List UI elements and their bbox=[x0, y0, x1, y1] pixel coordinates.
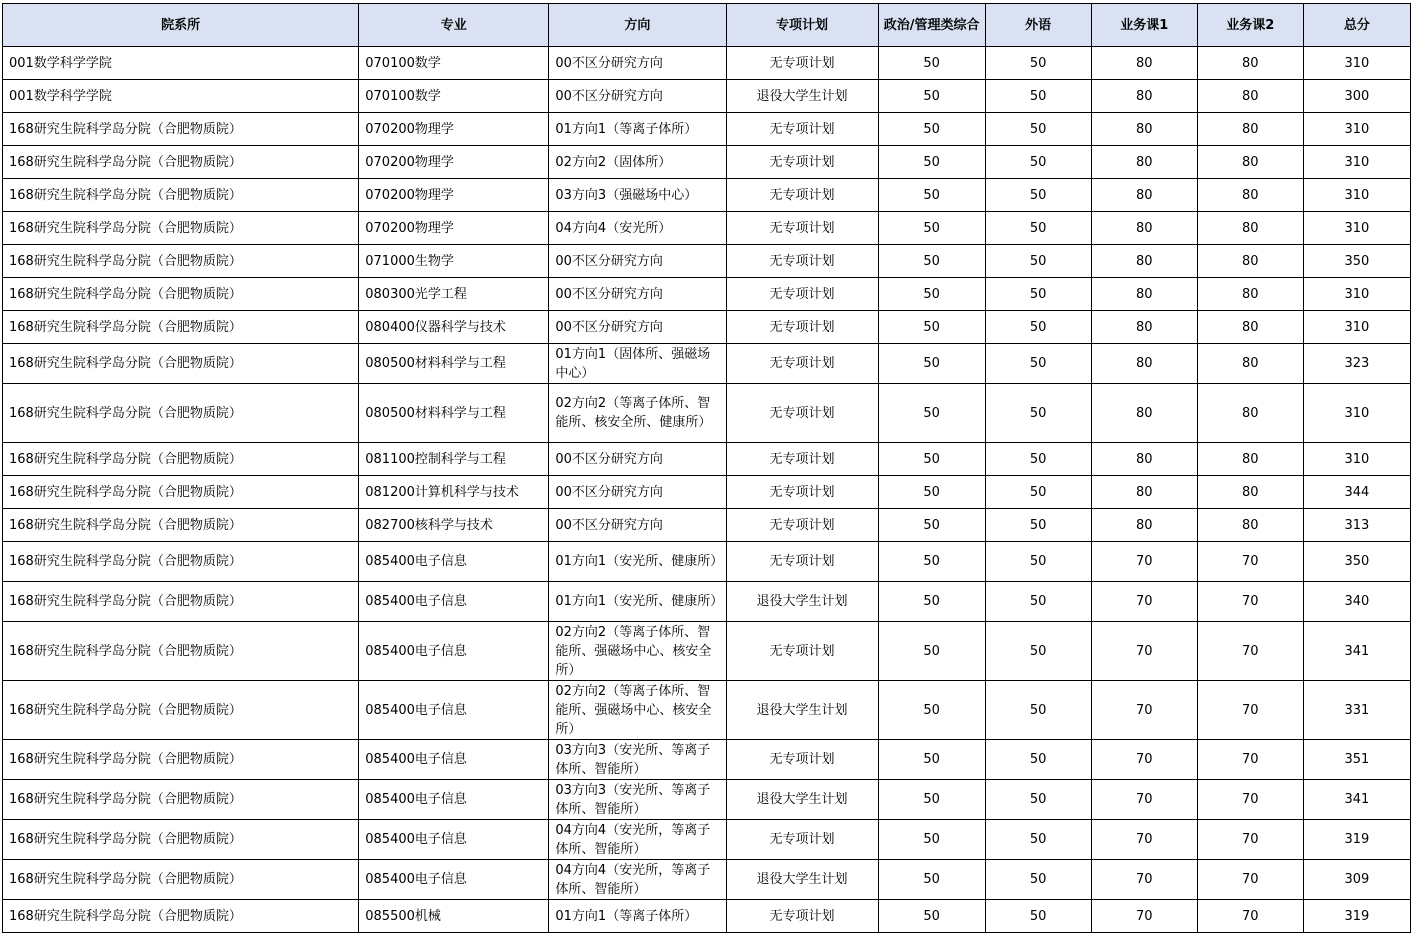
cell-plan: 无专项计划 bbox=[726, 900, 878, 933]
cell-foreign-language-score: 50 bbox=[985, 582, 1091, 622]
cell-course1-score: 80 bbox=[1091, 509, 1197, 542]
cell-foreign-language-score: 50 bbox=[985, 542, 1091, 582]
score-line-table bbox=[2, 3, 1411, 933]
cell-course2-score: 70 bbox=[1197, 900, 1303, 933]
cell-major: 085400电子信息 bbox=[359, 860, 549, 900]
cell-dept: 001数学科学学院 bbox=[3, 80, 359, 113]
cell-foreign-language-score: 50 bbox=[985, 509, 1091, 542]
cell-foreign-language-score: 50 bbox=[985, 113, 1091, 146]
cell-politics-score: 50 bbox=[878, 542, 985, 582]
cell-politics-score: 50 bbox=[878, 443, 985, 476]
cell-total-score: 310 bbox=[1303, 212, 1410, 245]
cell-dept: 001数学科学学院 bbox=[3, 47, 359, 80]
cell-foreign-language-score: 50 bbox=[985, 179, 1091, 212]
cell-course2-score: 80 bbox=[1197, 212, 1303, 245]
cell-politics-score: 50 bbox=[878, 740, 985, 780]
cell-politics-score: 50 bbox=[878, 820, 985, 860]
cell-direction: 00不区分研究方向 bbox=[549, 443, 726, 476]
cell-course1-score: 70 bbox=[1091, 681, 1197, 740]
cell-major: 085400电子信息 bbox=[359, 780, 549, 820]
table-row bbox=[3, 820, 1411, 860]
cell-politics-score: 50 bbox=[878, 212, 985, 245]
cell-major: 070200物理学 bbox=[359, 146, 549, 179]
table-row bbox=[3, 146, 1411, 179]
cell-direction: 01方向1（安光所、健康所） bbox=[549, 582, 726, 622]
cell-major: 070100数学 bbox=[359, 47, 549, 80]
table-row bbox=[3, 179, 1411, 212]
cell-major: 085500机械 bbox=[359, 900, 549, 933]
column-header-plan: 专项计划 bbox=[726, 4, 878, 47]
table-row bbox=[3, 443, 1411, 476]
cell-direction: 02方向2（等离子体所、智能所、强磁场中心、核安全所） bbox=[549, 681, 726, 740]
cell-plan: 退役大学生计划 bbox=[726, 780, 878, 820]
column-header-major: 专业 bbox=[359, 4, 549, 47]
cell-direction: 04方向4（安光所） bbox=[549, 212, 726, 245]
cell-major: 085400电子信息 bbox=[359, 582, 549, 622]
cell-politics-score: 50 bbox=[878, 780, 985, 820]
cell-politics-score: 50 bbox=[878, 179, 985, 212]
cell-course1-score: 70 bbox=[1091, 900, 1197, 933]
cell-direction: 00不区分研究方向 bbox=[549, 80, 726, 113]
cell-total-score: 310 bbox=[1303, 47, 1410, 80]
cell-course1-score: 80 bbox=[1091, 344, 1197, 384]
cell-course1-score: 80 bbox=[1091, 47, 1197, 80]
cell-politics-score: 50 bbox=[878, 113, 985, 146]
cell-direction: 03方向3（强磁场中心） bbox=[549, 179, 726, 212]
table-row bbox=[3, 278, 1411, 311]
cell-course1-score: 80 bbox=[1091, 113, 1197, 146]
cell-plan: 无专项计划 bbox=[726, 278, 878, 311]
cell-politics-score: 50 bbox=[878, 900, 985, 933]
cell-direction: 04方向4（安光所，等离子体所、智能所） bbox=[549, 860, 726, 900]
cell-foreign-language-score: 50 bbox=[985, 860, 1091, 900]
cell-total-score: 341 bbox=[1303, 780, 1410, 820]
cell-politics-score: 50 bbox=[878, 384, 985, 443]
table-row bbox=[3, 47, 1411, 80]
cell-plan: 无专项计划 bbox=[726, 542, 878, 582]
table-row bbox=[3, 860, 1411, 900]
cell-total-score: 310 bbox=[1303, 443, 1410, 476]
cell-course2-score: 80 bbox=[1197, 443, 1303, 476]
cell-dept: 168研究生院科学岛分院（合肥物质院） bbox=[3, 476, 359, 509]
table-row bbox=[3, 212, 1411, 245]
cell-course1-score: 80 bbox=[1091, 443, 1197, 476]
cell-dept: 168研究生院科学岛分院（合肥物质院） bbox=[3, 622, 359, 681]
cell-course1-score: 80 bbox=[1091, 179, 1197, 212]
cell-plan: 无专项计划 bbox=[726, 113, 878, 146]
cell-politics-score: 50 bbox=[878, 47, 985, 80]
cell-politics-score: 50 bbox=[878, 146, 985, 179]
cell-total-score: 310 bbox=[1303, 384, 1410, 443]
table-row bbox=[3, 245, 1411, 278]
cell-course2-score: 80 bbox=[1197, 146, 1303, 179]
cell-dept: 168研究生院科学岛分院（合肥物质院） bbox=[3, 384, 359, 443]
cell-major: 070200物理学 bbox=[359, 113, 549, 146]
cell-plan: 无专项计划 bbox=[726, 344, 878, 384]
table-row bbox=[3, 681, 1411, 740]
cell-dept: 168研究生院科学岛分院（合肥物质院） bbox=[3, 113, 359, 146]
cell-dept: 168研究生院科学岛分院（合肥物质院） bbox=[3, 278, 359, 311]
cell-course2-score: 70 bbox=[1197, 542, 1303, 582]
cell-major: 085400电子信息 bbox=[359, 622, 549, 681]
cell-politics-score: 50 bbox=[878, 80, 985, 113]
cell-foreign-language-score: 50 bbox=[985, 146, 1091, 179]
cell-course1-score: 80 bbox=[1091, 278, 1197, 311]
cell-course2-score: 80 bbox=[1197, 47, 1303, 80]
column-header-dept: 院系所 bbox=[3, 4, 359, 47]
table-row bbox=[3, 344, 1411, 384]
cell-course2-score: 80 bbox=[1197, 509, 1303, 542]
table-row bbox=[3, 542, 1411, 582]
cell-dept: 168研究生院科学岛分院（合肥物质院） bbox=[3, 780, 359, 820]
cell-foreign-language-score: 50 bbox=[985, 80, 1091, 113]
cell-dept: 168研究生院科学岛分院（合肥物质院） bbox=[3, 146, 359, 179]
cell-foreign-language-score: 50 bbox=[985, 278, 1091, 311]
cell-dept: 168研究生院科学岛分院（合肥物质院） bbox=[3, 311, 359, 344]
cell-major: 080300光学工程 bbox=[359, 278, 549, 311]
table-header-row bbox=[3, 4, 1411, 47]
cell-course1-score: 80 bbox=[1091, 212, 1197, 245]
cell-foreign-language-score: 50 bbox=[985, 443, 1091, 476]
cell-course1-score: 70 bbox=[1091, 582, 1197, 622]
column-header-course2: 业务课2 bbox=[1197, 4, 1303, 47]
cell-course2-score: 80 bbox=[1197, 113, 1303, 146]
cell-plan: 无专项计划 bbox=[726, 622, 878, 681]
cell-total-score: 309 bbox=[1303, 860, 1410, 900]
cell-course1-score: 80 bbox=[1091, 146, 1197, 179]
cell-major: 070200物理学 bbox=[359, 212, 549, 245]
cell-direction: 02方向2（固体所） bbox=[549, 146, 726, 179]
cell-total-score: 310 bbox=[1303, 146, 1410, 179]
cell-plan: 无专项计划 bbox=[726, 476, 878, 509]
cell-course2-score: 70 bbox=[1197, 860, 1303, 900]
cell-course2-score: 80 bbox=[1197, 344, 1303, 384]
cell-course2-score: 70 bbox=[1197, 582, 1303, 622]
cell-course2-score: 80 bbox=[1197, 476, 1303, 509]
cell-dept: 168研究生院科学岛分院（合肥物质院） bbox=[3, 542, 359, 582]
cell-plan: 退役大学生计划 bbox=[726, 860, 878, 900]
cell-course2-score: 70 bbox=[1197, 820, 1303, 860]
cell-course2-score: 80 bbox=[1197, 384, 1303, 443]
table-row bbox=[3, 780, 1411, 820]
table-row bbox=[3, 740, 1411, 780]
cell-plan: 退役大学生计划 bbox=[726, 80, 878, 113]
cell-foreign-language-score: 50 bbox=[985, 780, 1091, 820]
table-row bbox=[3, 311, 1411, 344]
cell-foreign-language-score: 50 bbox=[985, 622, 1091, 681]
cell-plan: 无专项计划 bbox=[726, 443, 878, 476]
cell-foreign-language-score: 50 bbox=[985, 476, 1091, 509]
cell-direction: 00不区分研究方向 bbox=[549, 476, 726, 509]
cell-course1-score: 70 bbox=[1091, 820, 1197, 860]
cell-course1-score: 70 bbox=[1091, 740, 1197, 780]
cell-major: 070100数学 bbox=[359, 80, 549, 113]
cell-major: 080500材料科学与工程 bbox=[359, 384, 549, 443]
table-row bbox=[3, 80, 1411, 113]
cell-major: 085400电子信息 bbox=[359, 681, 549, 740]
cell-plan: 无专项计划 bbox=[726, 47, 878, 80]
cell-course2-score: 70 bbox=[1197, 622, 1303, 681]
cell-total-score: 310 bbox=[1303, 179, 1410, 212]
cell-dept: 168研究生院科学岛分院（合肥物质院） bbox=[3, 344, 359, 384]
cell-politics-score: 50 bbox=[878, 278, 985, 311]
cell-course2-score: 80 bbox=[1197, 311, 1303, 344]
cell-dept: 168研究生院科学岛分院（合肥物质院） bbox=[3, 212, 359, 245]
cell-total-score: 350 bbox=[1303, 245, 1410, 278]
cell-direction: 01方向1（等离子体所） bbox=[549, 900, 726, 933]
cell-plan: 无专项计划 bbox=[726, 820, 878, 860]
cell-foreign-language-score: 50 bbox=[985, 344, 1091, 384]
cell-major: 085400电子信息 bbox=[359, 740, 549, 780]
cell-course1-score: 80 bbox=[1091, 384, 1197, 443]
cell-foreign-language-score: 50 bbox=[985, 820, 1091, 860]
cell-course2-score: 80 bbox=[1197, 278, 1303, 311]
cell-direction: 00不区分研究方向 bbox=[549, 311, 726, 344]
cell-plan: 无专项计划 bbox=[726, 212, 878, 245]
cell-major: 080400仪器科学与技术 bbox=[359, 311, 549, 344]
cell-politics-score: 50 bbox=[878, 476, 985, 509]
cell-dept: 168研究生院科学岛分院（合肥物质院） bbox=[3, 820, 359, 860]
cell-total-score: 331 bbox=[1303, 681, 1410, 740]
cell-direction: 00不区分研究方向 bbox=[549, 47, 726, 80]
column-header-direction: 方向 bbox=[549, 4, 726, 47]
cell-plan: 无专项计划 bbox=[726, 384, 878, 443]
cell-foreign-language-score: 50 bbox=[985, 681, 1091, 740]
cell-dept: 168研究生院科学岛分院（合肥物质院） bbox=[3, 582, 359, 622]
column-header-total: 总分 bbox=[1303, 4, 1410, 47]
cell-dept: 168研究生院科学岛分院（合肥物质院） bbox=[3, 443, 359, 476]
cell-direction: 04方向4（安光所，等离子体所、智能所） bbox=[549, 820, 726, 860]
cell-dept: 168研究生院科学岛分院（合肥物质院） bbox=[3, 900, 359, 933]
cell-foreign-language-score: 50 bbox=[985, 740, 1091, 780]
cell-plan: 无专项计划 bbox=[726, 509, 878, 542]
cell-course1-score: 70 bbox=[1091, 860, 1197, 900]
cell-major: 085400电子信息 bbox=[359, 820, 549, 860]
column-header-foreign: 外语 bbox=[985, 4, 1091, 47]
cell-course1-score: 80 bbox=[1091, 476, 1197, 509]
cell-plan: 退役大学生计划 bbox=[726, 582, 878, 622]
cell-politics-score: 50 bbox=[878, 582, 985, 622]
cell-major: 085400电子信息 bbox=[359, 542, 549, 582]
table-row bbox=[3, 113, 1411, 146]
cell-direction: 01方向1（安光所、健康所） bbox=[549, 542, 726, 582]
table-row bbox=[3, 384, 1411, 443]
cell-total-score: 344 bbox=[1303, 476, 1410, 509]
cell-dept: 168研究生院科学岛分院（合肥物质院） bbox=[3, 681, 359, 740]
cell-course1-score: 70 bbox=[1091, 542, 1197, 582]
cell-plan: 无专项计划 bbox=[726, 179, 878, 212]
cell-course2-score: 70 bbox=[1197, 681, 1303, 740]
cell-dept: 168研究生院科学岛分院（合肥物质院） bbox=[3, 245, 359, 278]
column-header-politics: 政治/管理类综合 bbox=[878, 4, 985, 47]
cell-total-score: 323 bbox=[1303, 344, 1410, 384]
cell-major: 070200物理学 bbox=[359, 179, 549, 212]
cell-dept: 168研究生院科学岛分院（合肥物质院） bbox=[3, 740, 359, 780]
cell-politics-score: 50 bbox=[878, 344, 985, 384]
cell-dept: 168研究生院科学岛分院（合肥物质院） bbox=[3, 860, 359, 900]
cell-course2-score: 70 bbox=[1197, 780, 1303, 820]
cell-direction: 02方向2（等离子体所、智能所、强磁场中心、核安全所） bbox=[549, 622, 726, 681]
cell-course2-score: 80 bbox=[1197, 179, 1303, 212]
cell-total-score: 310 bbox=[1303, 278, 1410, 311]
cell-major: 080500材料科学与工程 bbox=[359, 344, 549, 384]
cell-total-score: 341 bbox=[1303, 622, 1410, 681]
cell-course1-score: 80 bbox=[1091, 245, 1197, 278]
table-body bbox=[3, 47, 1411, 933]
cell-foreign-language-score: 50 bbox=[985, 384, 1091, 443]
cell-major: 081100控制科学与工程 bbox=[359, 443, 549, 476]
cell-major: 081200计算机科学与技术 bbox=[359, 476, 549, 509]
cell-total-score: 310 bbox=[1303, 113, 1410, 146]
cell-plan: 无专项计划 bbox=[726, 146, 878, 179]
cell-total-score: 340 bbox=[1303, 582, 1410, 622]
cell-foreign-language-score: 50 bbox=[985, 47, 1091, 80]
cell-politics-score: 50 bbox=[878, 622, 985, 681]
cell-politics-score: 50 bbox=[878, 860, 985, 900]
cell-course1-score: 80 bbox=[1091, 80, 1197, 113]
cell-major: 071000生物学 bbox=[359, 245, 549, 278]
cell-total-score: 300 bbox=[1303, 80, 1410, 113]
cell-direction: 02方向2（等离子体所、智能所、核安全所、健康所） bbox=[549, 384, 726, 443]
cell-direction: 01方向1（固体所、强磁场中心） bbox=[549, 344, 726, 384]
cell-course1-score: 70 bbox=[1091, 622, 1197, 681]
cell-total-score: 351 bbox=[1303, 740, 1410, 780]
cell-direction: 00不区分研究方向 bbox=[549, 278, 726, 311]
cell-direction: 00不区分研究方向 bbox=[549, 509, 726, 542]
cell-direction: 03方向3（安光所、等离子体所、智能所） bbox=[549, 740, 726, 780]
cell-dept: 168研究生院科学岛分院（合肥物质院） bbox=[3, 179, 359, 212]
table-row bbox=[3, 622, 1411, 681]
cell-course1-score: 80 bbox=[1091, 311, 1197, 344]
column-header-course1: 业务课1 bbox=[1091, 4, 1197, 47]
cell-direction: 00不区分研究方向 bbox=[549, 245, 726, 278]
cell-total-score: 350 bbox=[1303, 542, 1410, 582]
cell-total-score: 310 bbox=[1303, 311, 1410, 344]
table-row bbox=[3, 476, 1411, 509]
cell-foreign-language-score: 50 bbox=[985, 245, 1091, 278]
cell-total-score: 319 bbox=[1303, 900, 1410, 933]
cell-total-score: 313 bbox=[1303, 509, 1410, 542]
cell-direction: 03方向3（安光所、等离子体所、智能所） bbox=[549, 780, 726, 820]
table-row bbox=[3, 900, 1411, 933]
cell-course2-score: 70 bbox=[1197, 740, 1303, 780]
cell-course1-score: 70 bbox=[1091, 780, 1197, 820]
cell-major: 082700核科学与技术 bbox=[359, 509, 549, 542]
cell-foreign-language-score: 50 bbox=[985, 900, 1091, 933]
cell-direction: 01方向1（等离子体所） bbox=[549, 113, 726, 146]
cell-total-score: 319 bbox=[1303, 820, 1410, 860]
cell-politics-score: 50 bbox=[878, 311, 985, 344]
cell-politics-score: 50 bbox=[878, 509, 985, 542]
cell-course2-score: 80 bbox=[1197, 245, 1303, 278]
cell-foreign-language-score: 50 bbox=[985, 212, 1091, 245]
cell-politics-score: 50 bbox=[878, 245, 985, 278]
cell-foreign-language-score: 50 bbox=[985, 311, 1091, 344]
cell-plan: 退役大学生计划 bbox=[726, 681, 878, 740]
table-row bbox=[3, 509, 1411, 542]
cell-plan: 无专项计划 bbox=[726, 740, 878, 780]
cell-plan: 无专项计划 bbox=[726, 311, 878, 344]
cell-dept: 168研究生院科学岛分院（合肥物质院） bbox=[3, 509, 359, 542]
cell-plan: 无专项计划 bbox=[726, 245, 878, 278]
cell-course2-score: 80 bbox=[1197, 80, 1303, 113]
cell-politics-score: 50 bbox=[878, 681, 985, 740]
table-row bbox=[3, 582, 1411, 622]
